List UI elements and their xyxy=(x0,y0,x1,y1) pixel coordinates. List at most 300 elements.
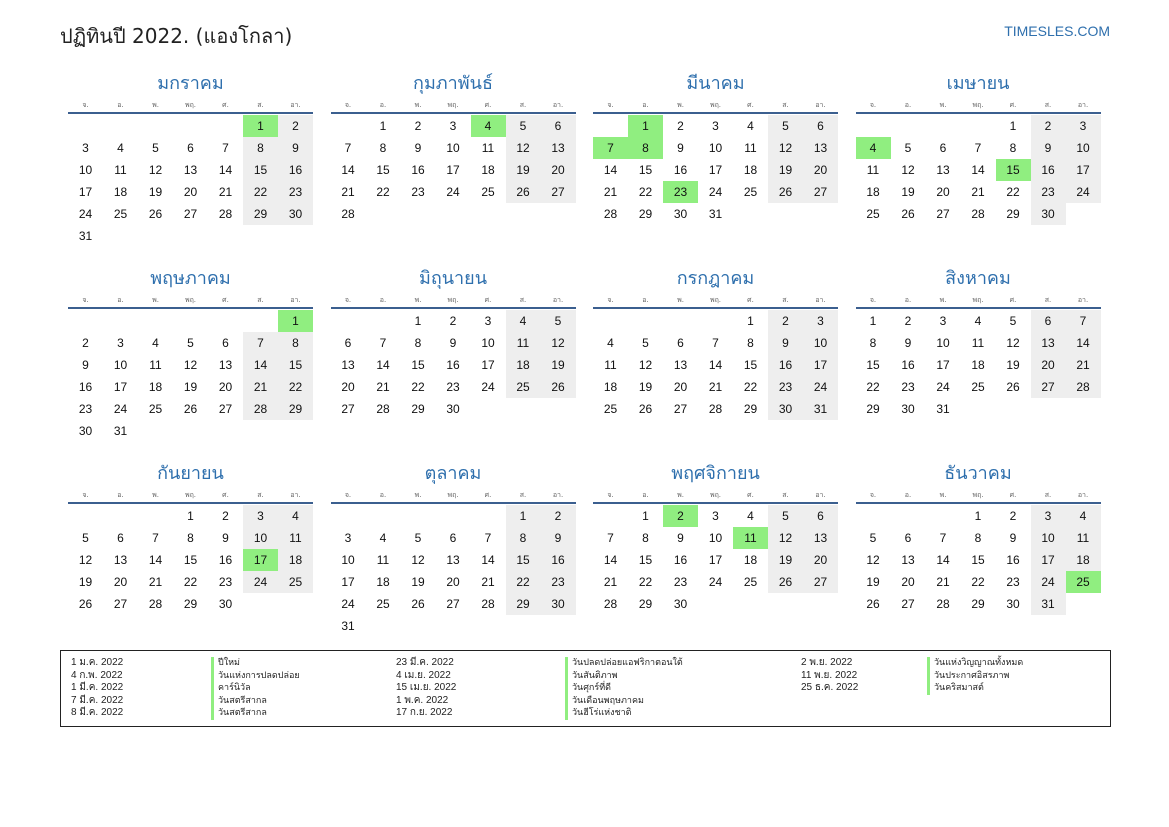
day-cell: 4 xyxy=(278,505,313,527)
weekday-label: อ. xyxy=(379,101,387,109)
day-cell: 3 xyxy=(939,314,947,328)
weekday-label: พฤ. xyxy=(184,101,197,109)
empty-cell xyxy=(103,505,138,527)
day-cell: 5 xyxy=(904,141,912,155)
month-name: ธันวาคม xyxy=(944,463,1012,484)
day-cell: 12 xyxy=(506,137,541,159)
day-cell: 30 xyxy=(78,424,93,438)
day-cell: 29 xyxy=(411,402,425,416)
day-cell: 3 xyxy=(803,310,838,332)
day-cell: 4 xyxy=(1066,505,1101,527)
day-cell: 13 xyxy=(113,553,128,567)
day-cell: 29 xyxy=(743,402,758,416)
day-cell: 30 xyxy=(446,402,460,416)
day-cell: 28 xyxy=(376,402,390,416)
day-grid xyxy=(856,505,1101,615)
month-name: สิงหาคม xyxy=(945,268,1011,289)
day-cell: 7 xyxy=(222,141,229,155)
weekday-header xyxy=(593,488,838,504)
weekday-label: พ. xyxy=(939,296,947,304)
day-cell: 10 xyxy=(1066,137,1101,159)
weekday-label: ส. xyxy=(257,101,264,109)
weekday-label: อา. xyxy=(815,491,826,499)
day-cell: 27 xyxy=(901,597,915,611)
day-cell: 8 xyxy=(187,531,194,545)
day-cell: 14 xyxy=(481,553,495,567)
weekday-label: ศ. xyxy=(484,491,492,499)
holiday-day-cell: 8 xyxy=(628,137,663,159)
day-cell: 10 xyxy=(936,336,950,350)
day-cell: 15 xyxy=(278,354,313,376)
day-cell: 24 xyxy=(803,376,838,398)
day-cell: 24 xyxy=(113,402,128,416)
day-cell: 3 xyxy=(712,119,719,133)
day-cell: 21 xyxy=(1066,354,1101,376)
day-cell: 21 xyxy=(376,380,390,394)
day-cell: 22 xyxy=(743,380,758,394)
empty-cell xyxy=(208,310,243,332)
day-cell: 22 xyxy=(278,376,313,398)
day-cell: 18 xyxy=(603,380,618,394)
day-cell: 28 xyxy=(218,207,233,221)
holiday-day-cell: 25 xyxy=(1066,571,1101,593)
day-cell: 18 xyxy=(743,163,758,177)
month-name: กันยายน xyxy=(157,463,224,484)
day-cell: 17 xyxy=(936,358,950,372)
legend-holiday-name: วันสตรีสากล xyxy=(211,707,300,720)
legend-date: 15 เม.ย. 2022 xyxy=(396,682,457,694)
month-block xyxy=(593,460,838,650)
day-cell: 7 xyxy=(379,336,387,350)
month-block xyxy=(331,460,576,650)
day-cell: 29 xyxy=(866,402,880,416)
weekday-label: ส. xyxy=(1044,491,1052,499)
day-cell: 4 xyxy=(747,509,754,523)
day-cell: 17 xyxy=(481,358,495,372)
day-cell: 2 xyxy=(278,115,313,137)
day-cell: 29 xyxy=(278,398,313,420)
empty-cell xyxy=(401,505,436,527)
day-cell: 23 xyxy=(541,571,576,593)
day-cell: 6 xyxy=(117,531,124,545)
day-cell: 8 xyxy=(642,531,649,545)
day-cell: 16 xyxy=(411,163,425,177)
weekday-label: พ. xyxy=(414,491,422,499)
site-link[interactable]: TIMESLES.COM xyxy=(1004,23,1110,39)
day-cell: 22 xyxy=(243,181,278,203)
day-cell: 5 xyxy=(541,310,576,332)
day-cell: 30 xyxy=(673,207,688,221)
empty-cell xyxy=(961,115,996,137)
day-cell: 8 xyxy=(243,137,278,159)
day-grid xyxy=(856,310,1101,420)
day-cell: 9 xyxy=(541,527,576,549)
day-cell: 28 xyxy=(341,207,355,221)
day-cell: 7 xyxy=(1066,310,1101,332)
day-cell: 31 xyxy=(803,398,838,420)
day-cell: 16 xyxy=(673,163,688,177)
day-cell: 6 xyxy=(803,505,838,527)
day-cell: 18 xyxy=(481,163,495,177)
legend-holiday-name: วันศุกร์ที่ดี xyxy=(565,682,683,695)
day-cell: 6 xyxy=(939,141,947,155)
day-cell: 14 xyxy=(341,163,355,177)
day-cell: 10 xyxy=(708,531,723,545)
weekday-label: อ. xyxy=(642,491,649,499)
month-block xyxy=(593,265,838,455)
day-cell: 8 xyxy=(379,141,387,155)
weekday-label: ศ. xyxy=(1009,296,1017,304)
day-cell: 28 xyxy=(1066,376,1101,398)
day-grid xyxy=(331,310,576,420)
day-cell: 18 xyxy=(376,575,390,589)
day-cell: 28 xyxy=(936,597,950,611)
day-cell: 7 xyxy=(712,336,719,350)
weekday-label: จ. xyxy=(344,296,352,304)
day-cell: 3 xyxy=(449,119,457,133)
legend-names-col-2 xyxy=(565,657,683,720)
day-grid xyxy=(331,115,576,225)
month-name: มีนาคม xyxy=(686,73,745,94)
weekday-label: ส. xyxy=(257,296,264,304)
weekday-label: จ. xyxy=(869,101,877,109)
holiday-day-cell: 2 xyxy=(663,505,698,527)
day-cell: 25 xyxy=(743,575,758,589)
day-cell: 8 xyxy=(414,336,422,350)
empty-cell xyxy=(208,115,243,137)
weekday-label: จ. xyxy=(869,296,877,304)
weekday-label: จ. xyxy=(607,296,614,304)
day-cell: 7 xyxy=(344,141,352,155)
day-cell: 29 xyxy=(971,597,985,611)
day-cell: 27 xyxy=(673,402,688,416)
weekday-label: จ. xyxy=(82,296,89,304)
day-cell: 15 xyxy=(376,163,390,177)
day-cell: 21 xyxy=(218,185,233,199)
day-cell: 15 xyxy=(638,163,653,177)
day-cell: 2 xyxy=(677,119,684,133)
day-cell: 26 xyxy=(768,571,803,593)
weekday-label: ศ. xyxy=(747,101,754,109)
day-cell: 12 xyxy=(541,332,576,354)
legend-names-col-3 xyxy=(927,657,1023,695)
legend-date: 4 เม.ย. 2022 xyxy=(396,669,451,681)
day-cell: 20 xyxy=(803,159,838,181)
day-cell: 16 xyxy=(673,553,688,567)
day-cell: 20 xyxy=(901,575,915,589)
weekday-header xyxy=(856,98,1101,114)
weekday-label: อา. xyxy=(1077,101,1089,109)
day-cell: 10 xyxy=(481,336,495,350)
day-cell: 13 xyxy=(341,358,355,372)
legend-date: 1 ม.ค. 2022 xyxy=(71,657,124,668)
day-cell: 14 xyxy=(708,358,723,372)
weekday-label: พฤ. xyxy=(709,491,722,499)
day-cell: 19 xyxy=(768,549,803,571)
empty-cell xyxy=(138,310,173,332)
day-cell: 12 xyxy=(78,553,93,567)
day-cell: 16 xyxy=(901,358,915,372)
day-cell: 27 xyxy=(341,402,355,416)
weekday-label: จ. xyxy=(82,491,89,499)
weekday-label: ส. xyxy=(257,491,264,499)
day-cell: 9 xyxy=(82,358,89,372)
day-cell: 9 xyxy=(768,332,803,354)
legend-date: 1 พ.ค. 2022 xyxy=(396,694,449,706)
day-cell: 8 xyxy=(747,336,754,350)
day-cell: 20 xyxy=(341,380,355,394)
day-cell: 27 xyxy=(936,207,950,221)
empty-cell xyxy=(856,115,891,137)
weekday-header xyxy=(856,293,1101,309)
day-cell: 30 xyxy=(768,398,803,420)
day-cell: 5 xyxy=(82,531,89,545)
holiday-day-cell: 7 xyxy=(593,137,628,159)
weekday-label: อา. xyxy=(290,296,301,304)
day-cell: 25 xyxy=(481,185,495,199)
weekday-label: จ. xyxy=(344,101,352,109)
weekday-label: อ. xyxy=(117,296,124,304)
weekday-label: อ. xyxy=(642,296,649,304)
day-cell: 20 xyxy=(673,380,688,394)
weekday-label: ส. xyxy=(519,491,527,499)
holiday-day-cell: 4 xyxy=(856,137,891,159)
day-cell: 25 xyxy=(506,376,541,398)
weekday-label: อา. xyxy=(290,491,301,499)
day-cell: 5 xyxy=(768,505,803,527)
day-cell: 27 xyxy=(183,207,198,221)
empty-cell xyxy=(698,310,733,332)
legend-dates-col-1 xyxy=(71,657,123,720)
day-cell: 24 xyxy=(708,575,723,589)
day-grid xyxy=(593,310,838,420)
legend-holiday-name: วันฮีโร่แห่งชาติ xyxy=(565,707,683,720)
legend-date: 23 มี.ค. 2022 xyxy=(396,657,454,668)
day-cell: 3 xyxy=(344,531,352,545)
holiday-day-cell: 4 xyxy=(471,115,506,137)
day-cell: 2 xyxy=(82,336,89,350)
day-cell: 10 xyxy=(341,553,355,567)
day-cell: 22 xyxy=(971,575,985,589)
day-cell: 4 xyxy=(747,119,754,133)
day-cell: 18 xyxy=(743,553,758,567)
day-cell: 12 xyxy=(901,163,915,177)
legend-holiday-name: วันสตรีสากล xyxy=(211,695,300,708)
month-block xyxy=(856,265,1101,455)
day-cell: 4 xyxy=(607,336,614,350)
day-cell: 1 xyxy=(974,509,982,523)
empty-cell xyxy=(243,310,278,332)
day-cell: 3 xyxy=(712,509,719,523)
day-cell: 28 xyxy=(971,207,985,221)
day-cell: 3 xyxy=(1031,505,1066,527)
day-cell: 22 xyxy=(376,185,390,199)
empty-cell xyxy=(68,115,103,137)
day-cell: 12 xyxy=(1006,336,1020,350)
weekday-label: ศ. xyxy=(1009,491,1017,499)
day-cell: 16 xyxy=(1031,159,1066,181)
day-cell: 1 xyxy=(187,509,194,523)
day-cell: 7 xyxy=(607,531,614,545)
day-cell: 20 xyxy=(446,575,460,589)
empty-cell xyxy=(366,505,401,527)
day-cell: 18 xyxy=(1066,549,1101,571)
day-cell: 19 xyxy=(541,354,576,376)
day-cell: 17 xyxy=(1031,549,1066,571)
day-cell: 10 xyxy=(1031,527,1066,549)
legend-date: 25 ธ.ค. 2022 xyxy=(801,682,859,694)
day-cell: 18 xyxy=(866,185,880,199)
day-cell: 21 xyxy=(481,575,495,589)
day-cell: 9 xyxy=(222,531,229,545)
day-grid xyxy=(856,115,1101,225)
day-cell: 18 xyxy=(113,185,128,199)
day-cell: 11 xyxy=(1066,527,1101,549)
legend-holiday-name: คาร์นิวัล xyxy=(211,682,300,695)
day-cell: 15 xyxy=(411,358,425,372)
day-cell: 24 xyxy=(446,185,460,199)
weekday-label: อา. xyxy=(815,101,826,109)
day-cell: 24 xyxy=(243,571,278,593)
day-cell: 6 xyxy=(449,531,457,545)
weekday-header xyxy=(68,293,313,309)
day-cell: 16 xyxy=(1006,553,1020,567)
day-cell: 15 xyxy=(971,553,985,567)
day-cell: 20 xyxy=(1031,354,1066,376)
day-cell: 15 xyxy=(183,553,198,567)
holiday-day-cell: 17 xyxy=(243,549,278,571)
empty-cell xyxy=(331,505,366,527)
day-cell: 25 xyxy=(603,402,618,416)
weekday-label: พฤ. xyxy=(709,101,722,109)
day-cell: 20 xyxy=(936,185,950,199)
day-cell: 16 xyxy=(768,354,803,376)
day-cell: 5 xyxy=(869,531,877,545)
day-cell: 26 xyxy=(183,402,198,416)
day-cell: 30 xyxy=(1006,597,1020,611)
day-cell: 26 xyxy=(768,181,803,203)
day-cell: 24 xyxy=(1031,571,1066,593)
weekday-label: อา. xyxy=(290,101,301,109)
weekday-label: อ. xyxy=(379,491,387,499)
weekday-header xyxy=(856,488,1101,504)
day-cell: 2 xyxy=(904,314,912,328)
empty-cell xyxy=(173,115,208,137)
day-cell: 9 xyxy=(677,531,684,545)
empty-cell xyxy=(926,505,961,527)
day-cell: 30 xyxy=(218,597,233,611)
holiday-legend xyxy=(60,650,1111,727)
day-cell: 30 xyxy=(673,597,688,611)
weekday-label: ส. xyxy=(1044,101,1052,109)
weekday-label: จ. xyxy=(869,491,877,499)
month-block xyxy=(856,460,1101,650)
day-cell: 25 xyxy=(866,207,880,221)
weekday-label: ศ. xyxy=(484,101,492,109)
day-cell: 26 xyxy=(506,181,541,203)
day-cell: 2 xyxy=(768,310,803,332)
day-cell: 11 xyxy=(866,163,880,177)
weekday-label: อ. xyxy=(904,296,912,304)
day-cell: 4 xyxy=(974,314,982,328)
day-cell: 6 xyxy=(541,115,576,137)
weekday-label: อ. xyxy=(904,491,912,499)
empty-cell xyxy=(926,115,961,137)
day-cell: 21 xyxy=(603,185,618,199)
day-cell: 4 xyxy=(379,531,387,545)
weekday-label: อา. xyxy=(552,101,564,109)
weekday-label: พฤ. xyxy=(972,101,984,109)
weekday-label: อ. xyxy=(379,296,387,304)
day-cell: 1 xyxy=(414,314,422,328)
empty-cell xyxy=(103,310,138,332)
day-cell: 27 xyxy=(446,597,460,611)
month-name: กรกฎาคม xyxy=(676,268,755,289)
day-cell: 22 xyxy=(638,185,653,199)
day-cell: 29 xyxy=(183,597,198,611)
day-cell: 5 xyxy=(642,336,649,350)
day-cell: 7 xyxy=(243,332,278,354)
day-cell: 11 xyxy=(278,527,313,549)
legend-date: 1 มี.ค. 2022 xyxy=(71,682,124,694)
day-cell: 27 xyxy=(803,571,838,593)
day-cell: 17 xyxy=(1066,159,1101,181)
day-cell: 20 xyxy=(113,575,128,589)
empty-cell xyxy=(138,115,173,137)
day-cell: 11 xyxy=(481,141,495,155)
day-cell: 1 xyxy=(379,119,387,133)
page-title: ปฏิทินปี 2022. (แองโกลา) xyxy=(60,24,293,48)
day-cell: 16 xyxy=(78,380,93,394)
day-cell: 19 xyxy=(638,380,653,394)
empty-cell xyxy=(68,310,103,332)
day-cell: 17 xyxy=(803,354,838,376)
day-cell: 27 xyxy=(1031,376,1066,398)
day-cell: 15 xyxy=(866,358,880,372)
weekday-label: ศ. xyxy=(484,296,492,304)
holiday-day-cell: 1 xyxy=(243,115,278,137)
day-cell: 5 xyxy=(152,141,159,155)
day-cell: 23 xyxy=(1031,181,1066,203)
empty-cell xyxy=(173,310,208,332)
day-cell: 24 xyxy=(341,597,355,611)
weekday-label: จ. xyxy=(344,491,352,499)
day-cell: 14 xyxy=(603,163,618,177)
day-cell: 26 xyxy=(638,402,653,416)
day-cell: 10 xyxy=(446,141,460,155)
day-cell: 19 xyxy=(148,185,163,199)
day-cell: 20 xyxy=(541,159,576,181)
day-grid xyxy=(593,505,838,615)
day-cell: 14 xyxy=(148,553,163,567)
weekday-label: ส. xyxy=(519,101,527,109)
day-cell: 18 xyxy=(278,549,313,571)
day-cell: 17 xyxy=(113,380,128,394)
weekday-label: พ. xyxy=(152,491,159,499)
day-cell: 19 xyxy=(901,185,915,199)
day-cell: 22 xyxy=(411,380,425,394)
weekday-label: อา. xyxy=(1077,491,1089,499)
day-cell: 23 xyxy=(673,575,688,589)
day-cell: 16 xyxy=(278,159,313,181)
day-cell: 8 xyxy=(974,531,982,545)
day-cell: 21 xyxy=(708,380,723,394)
weekday-label: อ. xyxy=(117,101,124,109)
day-cell: 7 xyxy=(152,531,159,545)
weekday-header xyxy=(593,293,838,309)
empty-cell xyxy=(891,505,926,527)
day-cell: 11 xyxy=(604,358,617,372)
